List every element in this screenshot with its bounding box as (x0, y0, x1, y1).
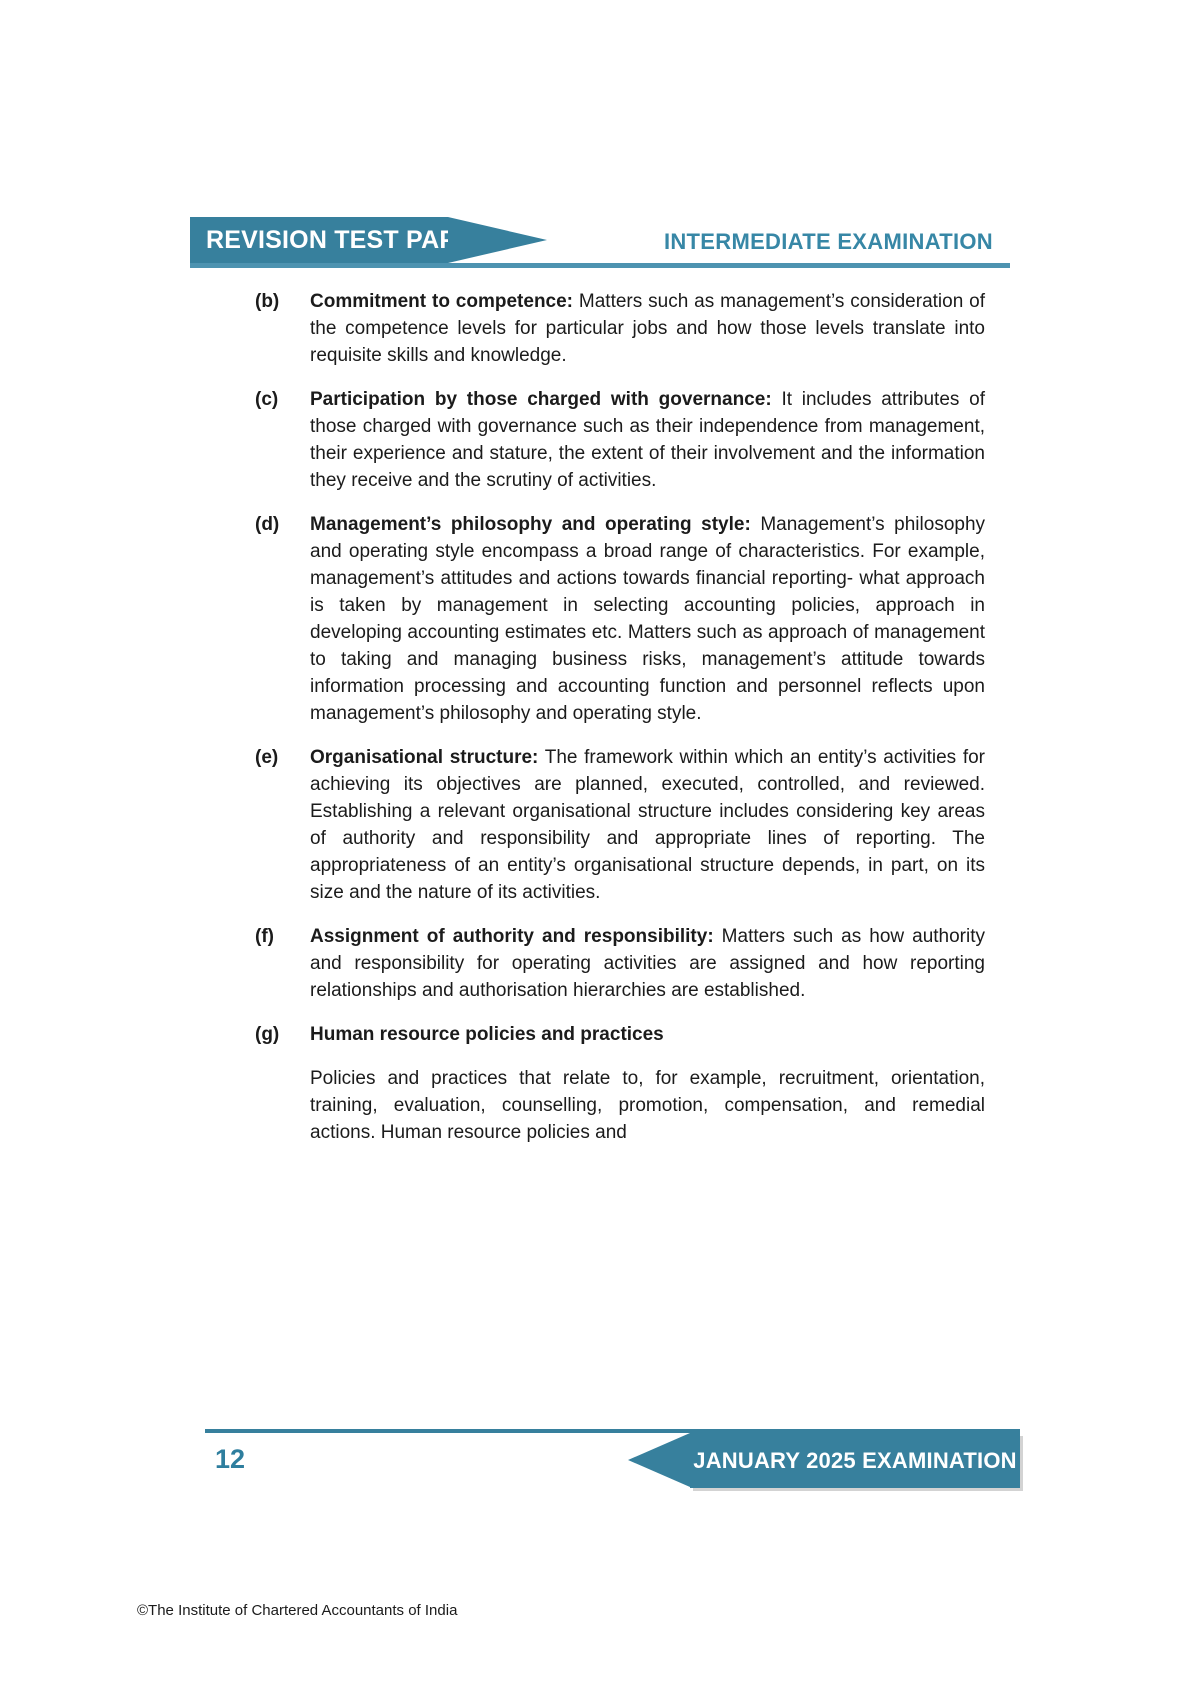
list-item-b (255, 288, 985, 369)
list-item-f-text (310, 923, 985, 1004)
continuation-body: Policies and practices that relate to, for example, recruitment, orientation, training, evaluation, counselling, promotion, compensation, and remedial actions. Human resource policies and (310, 1068, 985, 1143)
continuation-paragraph (255, 1065, 985, 1146)
list-item-e-text (310, 744, 985, 906)
list-item-c-marker: (c) (255, 389, 279, 410)
footer-banner (690, 1433, 1020, 1488)
list-item-b-body: Matters such as management’s consideration of the competence levels for particular jobs and how those levels translate into requisite skills and knowledge. (310, 291, 985, 366)
list-item-b-heading: Commitment to competence: (310, 291, 574, 312)
list-item-f-marker: (f) (255, 926, 274, 947)
list-item-e-body: The framework within which an entity’s activities for achieving its objectives are planned, executed, controlled, and reviewed. Establishing a relevant organisational structure includes considering key areas of authority and responsibility and appropriate lines of reporting. The appropriateness of an entity’s organisational structure depends, in part, on its size and the nature of its activities. (310, 747, 985, 903)
list-item-f-body: Matters such as how authority and responsibility for operating activities are assigned and how reporting relationships and authorisation hierarchies are established. (310, 926, 986, 1001)
page-number: 12 (215, 1444, 246, 1474)
list-item-c (255, 386, 985, 494)
copyright-notice: ©The Institute of Chartered Accountants of India (137, 1602, 458, 1619)
list-item-d-marker: (d) (255, 514, 280, 535)
footer-banner-arrow-icon (628, 1433, 690, 1487)
header-banner (190, 217, 492, 263)
footer-banner-label: JANUARY 2025 EXAMINATION (693, 1447, 1017, 1473)
header-banner-arrow-icon (448, 217, 547, 263)
list-item-d-heading: Management’s philosophy and operating style: (310, 514, 751, 535)
header-exam-label: INTERMEDIATE EXAMINATION (663, 229, 993, 254)
continuation-text (310, 1065, 985, 1146)
header-rule (190, 263, 1010, 268)
list-item-g-heading: Human resource policies and practices (310, 1024, 664, 1045)
header-banner-label: REVISION TEST PAPER (206, 225, 492, 254)
list-item-d-body: Management’s philosophy and operating style encompass a broad range of characteristics. For example, management’s attitudes and actions towards financial reporting- what approach is taken by management in selecting accounting policies, approach in developing accounting estimates etc. Matters such as approach of management to taking and managing business risks, management’s attitude towards information processing and accounting function and personnel reflects upon management’s philosophy and operating style. (310, 514, 986, 724)
list-item-c-heading: Participation by those charged with governance: (310, 389, 772, 410)
list-item-b-text (310, 288, 985, 369)
list-item-e-marker: (e) (255, 747, 279, 768)
list-item-g (255, 1021, 985, 1048)
list-item-g-marker: (g) (255, 1024, 280, 1045)
list-item-c-body: It includes attributes of those charged with governance such as their independence from management, their experience and stature, the extent of their involvement and the information they receive and the scrutiny of activities. (310, 389, 986, 491)
list-item-f-heading: Assignment of authority and responsibility: (310, 926, 714, 947)
body-content (255, 288, 985, 1163)
list-item-d (255, 511, 985, 727)
continuation-marker-empty (255, 1065, 310, 1146)
list-item-e (255, 744, 985, 906)
list-item-c-text (310, 386, 985, 494)
list-item-e-heading: Organisational structure: (310, 747, 539, 768)
list-item-d-text (310, 511, 985, 727)
list-item-b-marker: (b) (255, 291, 280, 312)
list-item-f (255, 923, 985, 1004)
list-item-g-text (310, 1021, 985, 1048)
